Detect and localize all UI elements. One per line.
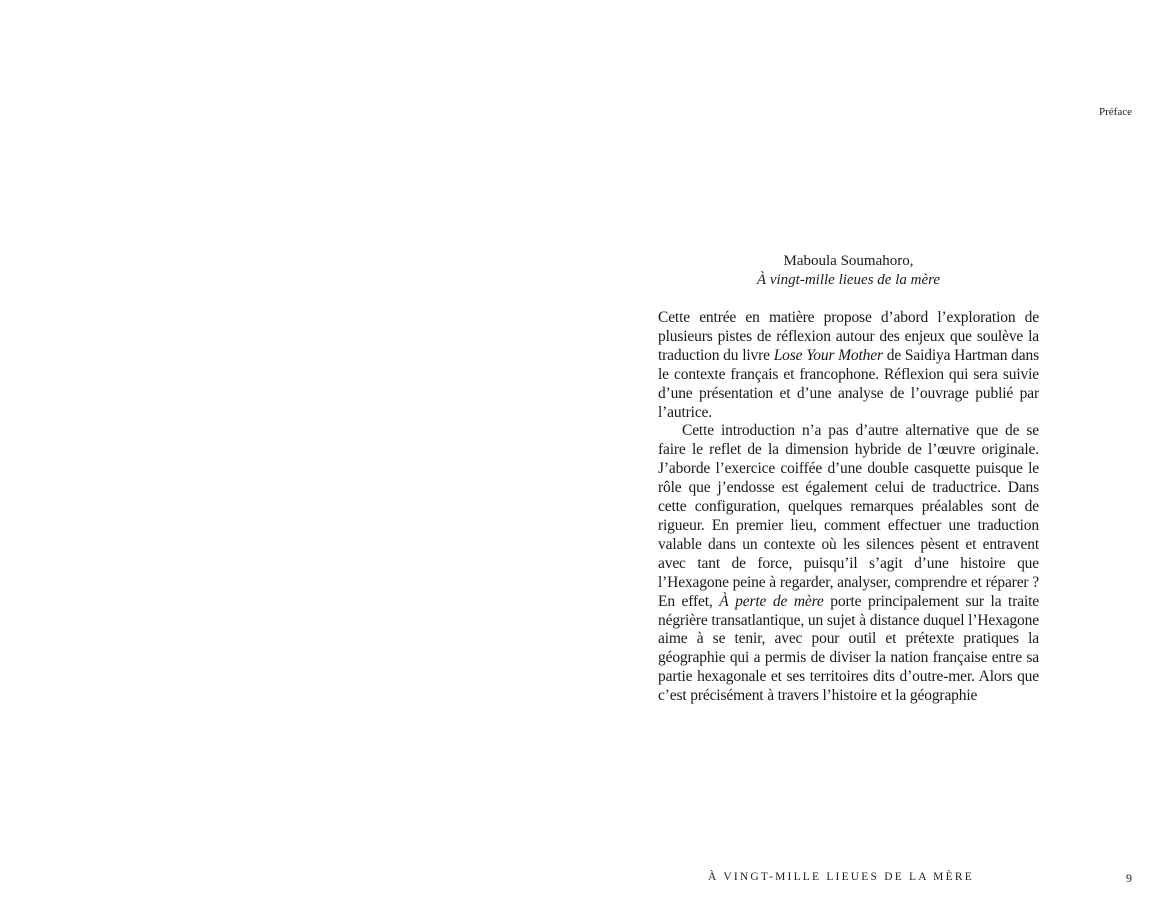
- book-title-translation: À perte de mère: [719, 592, 824, 610]
- author-name: Maboula Soumahoro,: [783, 253, 914, 269]
- paragraph-2-text-start: Cette introduction n’a pas d’autre alternative que de se faire le reflet de la dimension hybride de l’œuvre originale. J’aborde l’exercice coiffée d’une double casquette puisque le rôle que j’endosse est également celui de traductrice. Dans cette configuration, quelques remarques préalables sont de rigueur. En premier lieu, comment effectuer une traduction valable dans un contexte où les silences pèsent et entravent avec tant de force, puisqu’il s’agit d’une histoire que l’Hexagone peine à regarder, analyser, comprendre et réparer ? En effet,: [658, 422, 1039, 610]
- footer-book-title: À VINGT-MILLE LIEUES DE LA MÈRE: [708, 871, 974, 883]
- paragraph-2: [658, 422, 1039, 706]
- running-head: Préface: [1099, 106, 1132, 118]
- work-title: À vingt-mille lieues de la mère: [756, 272, 941, 288]
- page-number: 9: [1126, 871, 1132, 885]
- paragraph-1-text-end: de Saidiya Hartman dans le contexte français et francophone. Réflexion qui sera suivie d’une présentation et d’une analyse de l’ouvrage publié par l’autrice.: [658, 346, 1039, 421]
- chapter-title-block: [658, 252, 1039, 290]
- paragraph-2-text-end: porte principalement sur la traite négrière transatlantique, un sujet à distance duquel l’Hexagone aime à se tenir, avec pour outil et prétexte pratiques la géographie qui a permis de diviser la nation française entre sa partie hexagonale et ses territoires dits d’outre-mer. Alors que c’est précisément à travers l’histoire et la géographie: [658, 592, 1039, 705]
- book-title-original: Lose Your Mother: [773, 346, 883, 364]
- paragraph-1: [658, 309, 1039, 422]
- body-text: [658, 309, 1039, 706]
- paragraph-1-text-start: Cette entrée en matière propose d’abord l’exploration de plusieurs pistes de réflexion autour des enjeux que soulève la traduction du livre: [658, 309, 1039, 364]
